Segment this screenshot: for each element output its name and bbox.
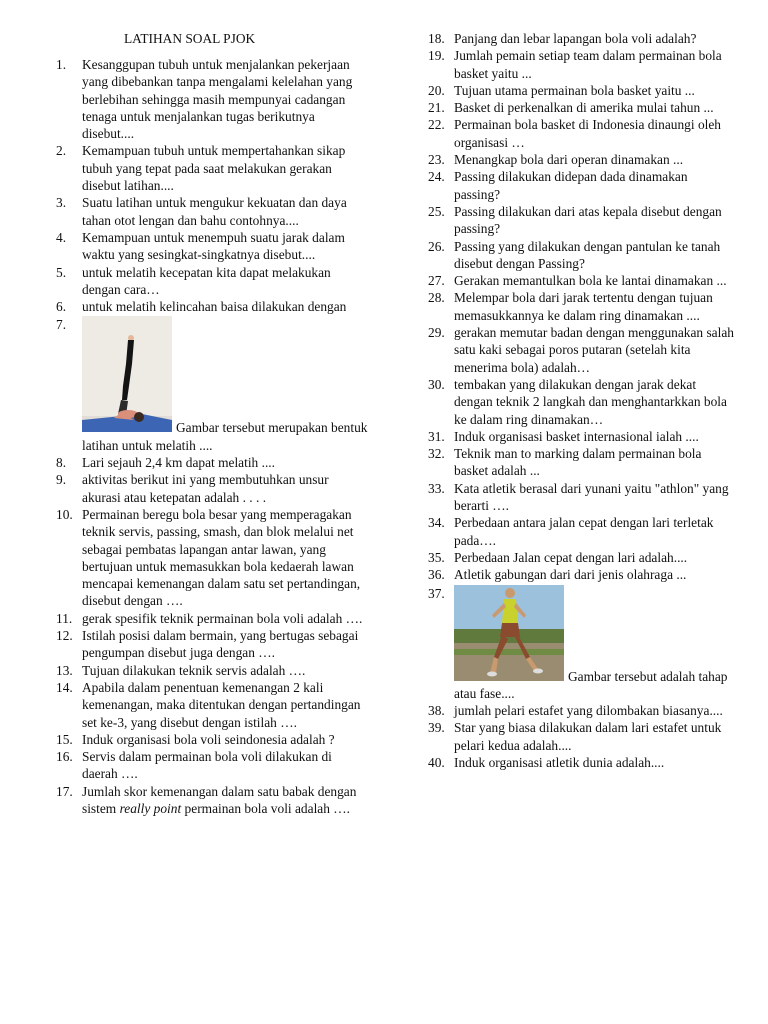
question-item — [56, 264, 368, 299]
question-item — [56, 229, 368, 264]
question-text-emphasis: really point — [119, 800, 182, 816]
right-column — [428, 30, 734, 771]
question-number: 15. — [56, 731, 73, 747]
question-number: 20. — [428, 82, 445, 98]
question-item — [428, 480, 734, 515]
woman-walking-photo — [454, 585, 564, 685]
question-item — [428, 272, 734, 289]
question-number: 26. — [428, 238, 445, 254]
question-number: 31. — [428, 428, 445, 444]
question-number: 3. — [56, 195, 67, 211]
question-item — [428, 47, 734, 82]
question-text: Melempar bola dari jarak tertentu dengan tujuan memasukkannya ke dalam ring dinamakan .... — [454, 290, 713, 323]
question-item — [428, 566, 734, 583]
shoulder-stand-photo — [82, 316, 172, 436]
question-text: Menangkap bola dari operan dinamakan ... — [454, 152, 684, 168]
question-item — [56, 454, 368, 471]
question-item — [428, 549, 734, 566]
question-item — [428, 514, 734, 549]
question-number: 36. — [428, 567, 445, 583]
question-item — [428, 324, 734, 376]
question-item — [428, 719, 734, 754]
question-text: Servis dalam permainan bola voli dilakukan di daerah …. — [82, 749, 332, 782]
question-number: 30. — [428, 376, 445, 392]
question-item — [56, 506, 368, 610]
question-number: 8. — [56, 455, 67, 471]
question-number: 2. — [56, 143, 67, 159]
question-item — [428, 376, 734, 428]
question-number: 14. — [56, 679, 73, 695]
question-item — [56, 662, 368, 679]
question-number: 21. — [428, 100, 445, 116]
question-item — [428, 289, 734, 324]
question-text: Panjang dan lebar lapangan bola voli adalah? — [454, 31, 697, 46]
question-text: Passing dilakukan didepan dada dinamakan passing? — [454, 169, 688, 202]
question-text: untuk melatih kelincahan baisa dilakukan dengan — [82, 299, 347, 315]
question-item — [428, 116, 734, 151]
question-number: 22. — [428, 117, 445, 133]
question-item — [56, 56, 368, 142]
question-item — [428, 238, 734, 273]
question-number: 9. — [56, 472, 67, 488]
question-text: gerakan memutar badan dengan menggunakan salah satu kaki sebagai poros putaran (setelah kita menerima bola) adalah… — [454, 325, 734, 375]
question-text-part: Jumlah skor kemenangan dalam satu babak dengan sistem — [82, 783, 357, 816]
question-item — [428, 445, 734, 480]
question-item — [428, 168, 734, 203]
question-item — [56, 298, 368, 315]
question-number: 13. — [56, 662, 73, 678]
question-number: 19. — [428, 48, 445, 64]
question-item — [428, 702, 734, 719]
question-number: 6. — [56, 299, 67, 315]
question-text: Passing yang dilakukan dengan pantulan ke tanah disebut dengan Passing? — [454, 238, 721, 271]
question-item — [56, 194, 368, 229]
question-text: Lari sejauh 2,4 km dapat melatih .... — [82, 455, 275, 471]
question-number: 28. — [428, 290, 445, 306]
question-number: 1. — [56, 57, 67, 72]
question-number: 35. — [428, 549, 445, 565]
question-number: 32. — [428, 446, 445, 462]
question-number: 38. — [428, 703, 445, 719]
question-item — [428, 585, 734, 703]
question-text: Gambar tersebut merupakan bentuk latihan untuk melatih .... — [82, 420, 368, 453]
question-number: 34. — [428, 515, 445, 531]
question-text: Apabila dalam penentuan kemenangan 2 kali kemenangan, maka ditentukan dengan pertandingan set ke-3, yang disebut dengan istilah …. — [82, 679, 361, 730]
question-text: tembakan yang dilakukan dengan jarak dekat dengan teknik 2 langkah dan menghantarkkan bola ke dalam ring dinamakan… — [454, 376, 727, 427]
question-item — [428, 754, 734, 771]
question-text: Atletik gabungan dari dari jenis olahraga ... — [454, 567, 687, 583]
question-text: Suatu latihan untuk mengukur kekuatan dan daya tahan otot lengan dan bahu contohnya.... — [82, 195, 347, 228]
question-item — [56, 679, 368, 731]
question-text: Permainan beregu bola besar yang memperagakan teknik servis, passing, smash, dan blok melalui net sebagai pembatas lapangan antar lawan, yang bertujuan untuk memasukkan bola kedaerah lawan mencapai kemenangan dalam satu set pertandingan, disebut dengan …. — [82, 506, 361, 609]
question-text: Kata atletik berasal dari yunani yaitu "athlon" yang berarti …. — [454, 480, 729, 514]
question-number: 5. — [56, 264, 67, 280]
question-number: 18. — [428, 31, 445, 46]
question-item — [428, 428, 734, 445]
question-text: Kemampuan untuk menempuh suatu jarak dalam waktu yang sesingkat-singkatnya disebut.... — [82, 229, 345, 263]
question-number: 4. — [56, 229, 67, 245]
question-text: Basket di perkenalkan di amerika mulai tahun ... — [454, 100, 714, 116]
question-text: Perbedaan antara jalan cepat dengan lari terletak pada…. — [454, 515, 714, 548]
question-number: 27. — [428, 273, 445, 289]
question-item — [56, 316, 368, 454]
question-number: 25. — [428, 203, 445, 219]
question-item — [56, 783, 368, 818]
question-number: 10. — [56, 506, 73, 522]
question-text: Teknik man to marking dalam permainan bola basket adalah ... — [454, 446, 702, 479]
question-text: Star yang biasa dilakukan dalam lari estafet untuk pelari kedua adalah.... — [454, 720, 722, 753]
question-number: 7. — [56, 317, 67, 333]
question-text: Kesanggupan tubuh untuk menjalankan pekerjaan yang dibebankan tanpa mengalami kelelahan yang berlebihan sehingga masih mempunyai cadangan tenaga untuk menjalankan tugas berikutnya disebut.... — [82, 57, 353, 142]
question-number: 12. — [56, 628, 73, 644]
question-text-part: permainan bola voli adalah …. — [181, 800, 351, 816]
page-title: LATIHAN SOAL PJOK — [124, 31, 256, 46]
question-item — [428, 82, 734, 99]
question-text: Perbedaan Jalan cepat dengan lari adalah.... — [454, 549, 688, 565]
question-item — [56, 471, 368, 506]
question-text: Gerakan memantulkan bola ke lantai dinamakan ... — [454, 273, 727, 289]
question-item — [56, 748, 368, 783]
question-number: 23. — [428, 152, 445, 168]
question-text: Induk organisasi bola voli seindonesia adalah ? — [82, 731, 335, 747]
question-text: gerak spesifik teknik permainan bola voli adalah …. — [82, 610, 363, 626]
question-text: Tujuan dilakukan teknik servis adalah …. — [82, 662, 306, 678]
question-item — [56, 142, 368, 194]
question-item — [56, 610, 368, 627]
question-text: Jumlah pemain setiap team dalam permainan bola basket yaitu ... — [454, 48, 722, 81]
question-number: 17. — [56, 783, 73, 799]
question-number: 33. — [428, 480, 445, 496]
question-text: untuk melatih kecepatan kita dapat melakukan dengan cara… — [82, 264, 331, 297]
question-text: Tujuan utama permainan bola basket yaitu ... — [454, 82, 695, 98]
question-text: Kemampuan tubuh untuk mempertahankan sikap tubuh yang tepat pada saat melakukan gerakan disebut latihan.... — [82, 143, 346, 194]
question-text: Gambar tersebut adalah tahap atau fase.... — [454, 668, 728, 701]
question-text: jumlah pelari estafet yang dilombakan biasanya.... — [454, 703, 723, 719]
question-text: Permainan bola basket di Indonesia dinaungi oleh organisasi … — [454, 117, 722, 150]
question-item — [428, 151, 734, 168]
question-text: Induk organisasi basket internasional ialah .... — [454, 428, 699, 444]
question-number: 24. — [428, 169, 445, 185]
question-number: 39. — [428, 720, 445, 736]
question-number: 37. — [428, 585, 445, 601]
question-item — [428, 99, 734, 116]
question-item — [56, 731, 368, 748]
left-column — [56, 56, 368, 817]
question-text: Induk organisasi atletik dunia adalah.... — [454, 754, 665, 770]
question-number: 11. — [56, 610, 73, 626]
question-text: Passing dilakukan dari atas kepala disebut dengan passing? — [454, 203, 722, 237]
question-number: 29. — [428, 325, 445, 341]
question-text: Istilah posisi dalam bermain, yang bertugas sebagai pengumpan disebut juga dengan …. — [82, 628, 359, 661]
question-number: 40. — [428, 754, 445, 770]
question-item — [428, 30, 734, 47]
question-item — [428, 203, 734, 238]
question-number: 16. — [56, 749, 73, 765]
question-item — [56, 627, 368, 662]
question-text: aktivitas berikut ini yang membutuhkan unsur akurasi atau ketepatan adalah . . . . — [82, 472, 329, 505]
